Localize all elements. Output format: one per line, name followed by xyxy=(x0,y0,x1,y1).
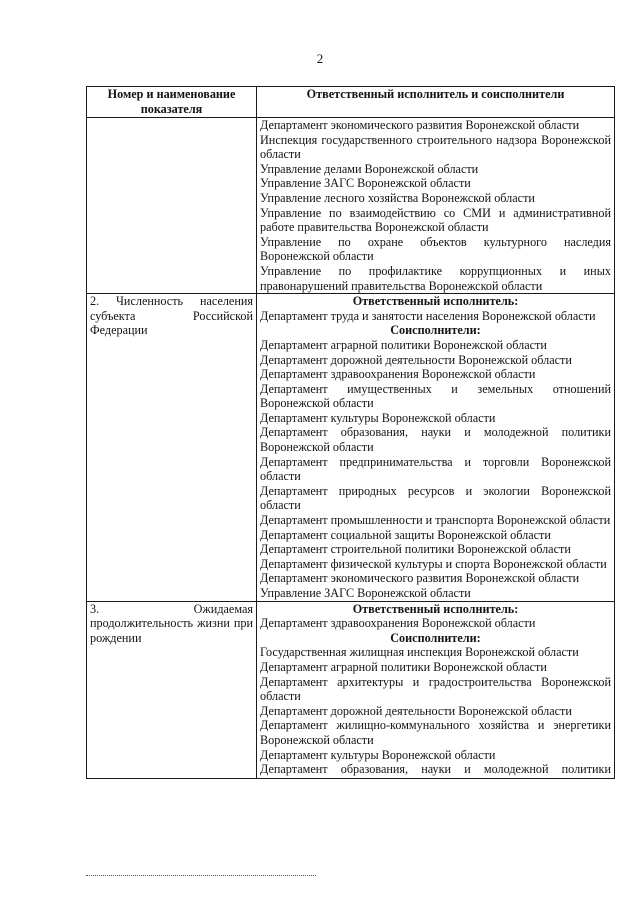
executor-item: Управление по профилактике коррупционных и иных правонарушений правительства Воронежской области xyxy=(260,263,611,293)
executors-cell xyxy=(257,294,615,601)
executor-item: Департамент культуры Воронежской области xyxy=(260,747,496,762)
executor-item: Управление по взаимодействию со СМИ и административной работе правительства Воронежской области xyxy=(260,205,611,235)
executor-item: Департамент образования, науки и молодежной политики xyxy=(260,762,611,777)
header-executors: Ответственный исполнитель и соисполнители xyxy=(257,87,615,118)
table-header-row xyxy=(87,87,615,118)
table-row xyxy=(87,294,615,601)
executor-item: Департамент социальной защиты Воронежской области xyxy=(260,527,551,542)
executor-item: Департамент труда и занятости населения Воронежской области xyxy=(260,308,596,323)
executor-item: Департамент природных ресурсов и экологии Воронежской области xyxy=(260,483,611,513)
responsibility-table xyxy=(86,86,615,779)
executor-item: Департамент экономического развития Воронежской области xyxy=(260,571,580,586)
role-heading: Ответственный исполнитель: xyxy=(352,601,519,616)
header-indicator: Номер и наименование показателя xyxy=(87,87,257,118)
executor-item: Департамент дорожной деятельности Воронежской области xyxy=(260,352,572,367)
executor-item: Управление ЗАГС Воронежской области xyxy=(260,176,471,191)
executor-item: Департамент культуры Воронежской области xyxy=(260,410,496,425)
executor-item: Департамент дорожной деятельности Воронежской области xyxy=(260,703,572,718)
executor-item: Департамент промышленности и транспорта Воронежской области xyxy=(260,513,611,528)
executor-item: Департамент здравоохранения Воронежской области xyxy=(260,616,536,631)
executor-item: Управление по охране объектов культурного наследия Воронежской области xyxy=(260,234,611,264)
executor-item: Департамент предпринимательства и торговли Воронежской области xyxy=(260,454,611,484)
indicator-cell xyxy=(87,118,257,294)
indicator-name: 2. Численность населения субъекта Российской Федерации xyxy=(90,294,253,338)
executors-cell xyxy=(257,118,615,294)
page-number: 2 xyxy=(316,51,324,66)
executor-item: Департамент здравоохранения Воронежской области xyxy=(260,367,536,382)
executor-item: Инспекция государственного строительного надзора Воронежской области xyxy=(260,132,611,162)
executor-item: Департамент строительной политики Воронежской области xyxy=(260,542,571,557)
executor-item: Государственная жилищная инспекция Воронежской области xyxy=(260,645,579,660)
executor-item: Департамент жилищно-коммунального хозяйства и энергетики Воронежской области xyxy=(260,718,611,747)
table-row xyxy=(87,601,615,779)
executor-item: Управление ЗАГС Воронежской области xyxy=(260,586,471,600)
executor-item: Департамент аграрной политики Воронежской области xyxy=(260,337,547,352)
footer-rule xyxy=(86,875,316,876)
role-heading: Ответственный исполнитель: xyxy=(352,294,519,309)
executor-item: Департамент физической культуры и спорта Воронежской области xyxy=(260,556,607,571)
role-heading: Соисполнители: xyxy=(390,323,481,338)
indicator-name: 3. Ожидаемая продолжительность жизни при рождении xyxy=(90,601,253,645)
executor-item: Департамент образования, науки и молодежной политики Воронежской области xyxy=(260,425,611,455)
indicator-cell xyxy=(87,601,257,779)
executor-item: Департамент имущественных и земельных отношений Воронежской области xyxy=(260,381,611,411)
indicator-cell xyxy=(87,294,257,601)
executor-item: Департамент экономического развития Воронежской области xyxy=(260,118,580,132)
executor-item: Департамент аграрной политики Воронежской области xyxy=(260,659,547,674)
table-row xyxy=(87,118,615,294)
executor-item: Департамент архитектуры и градостроительства Воронежской области xyxy=(260,674,611,704)
executor-item: Управление лесного хозяйства Воронежской области xyxy=(260,190,535,205)
executors-cell xyxy=(257,601,615,779)
executor-item: Управление делами Воронежской области xyxy=(260,161,479,176)
table-body xyxy=(87,118,615,779)
role-heading: Соисполнители: xyxy=(390,630,481,645)
